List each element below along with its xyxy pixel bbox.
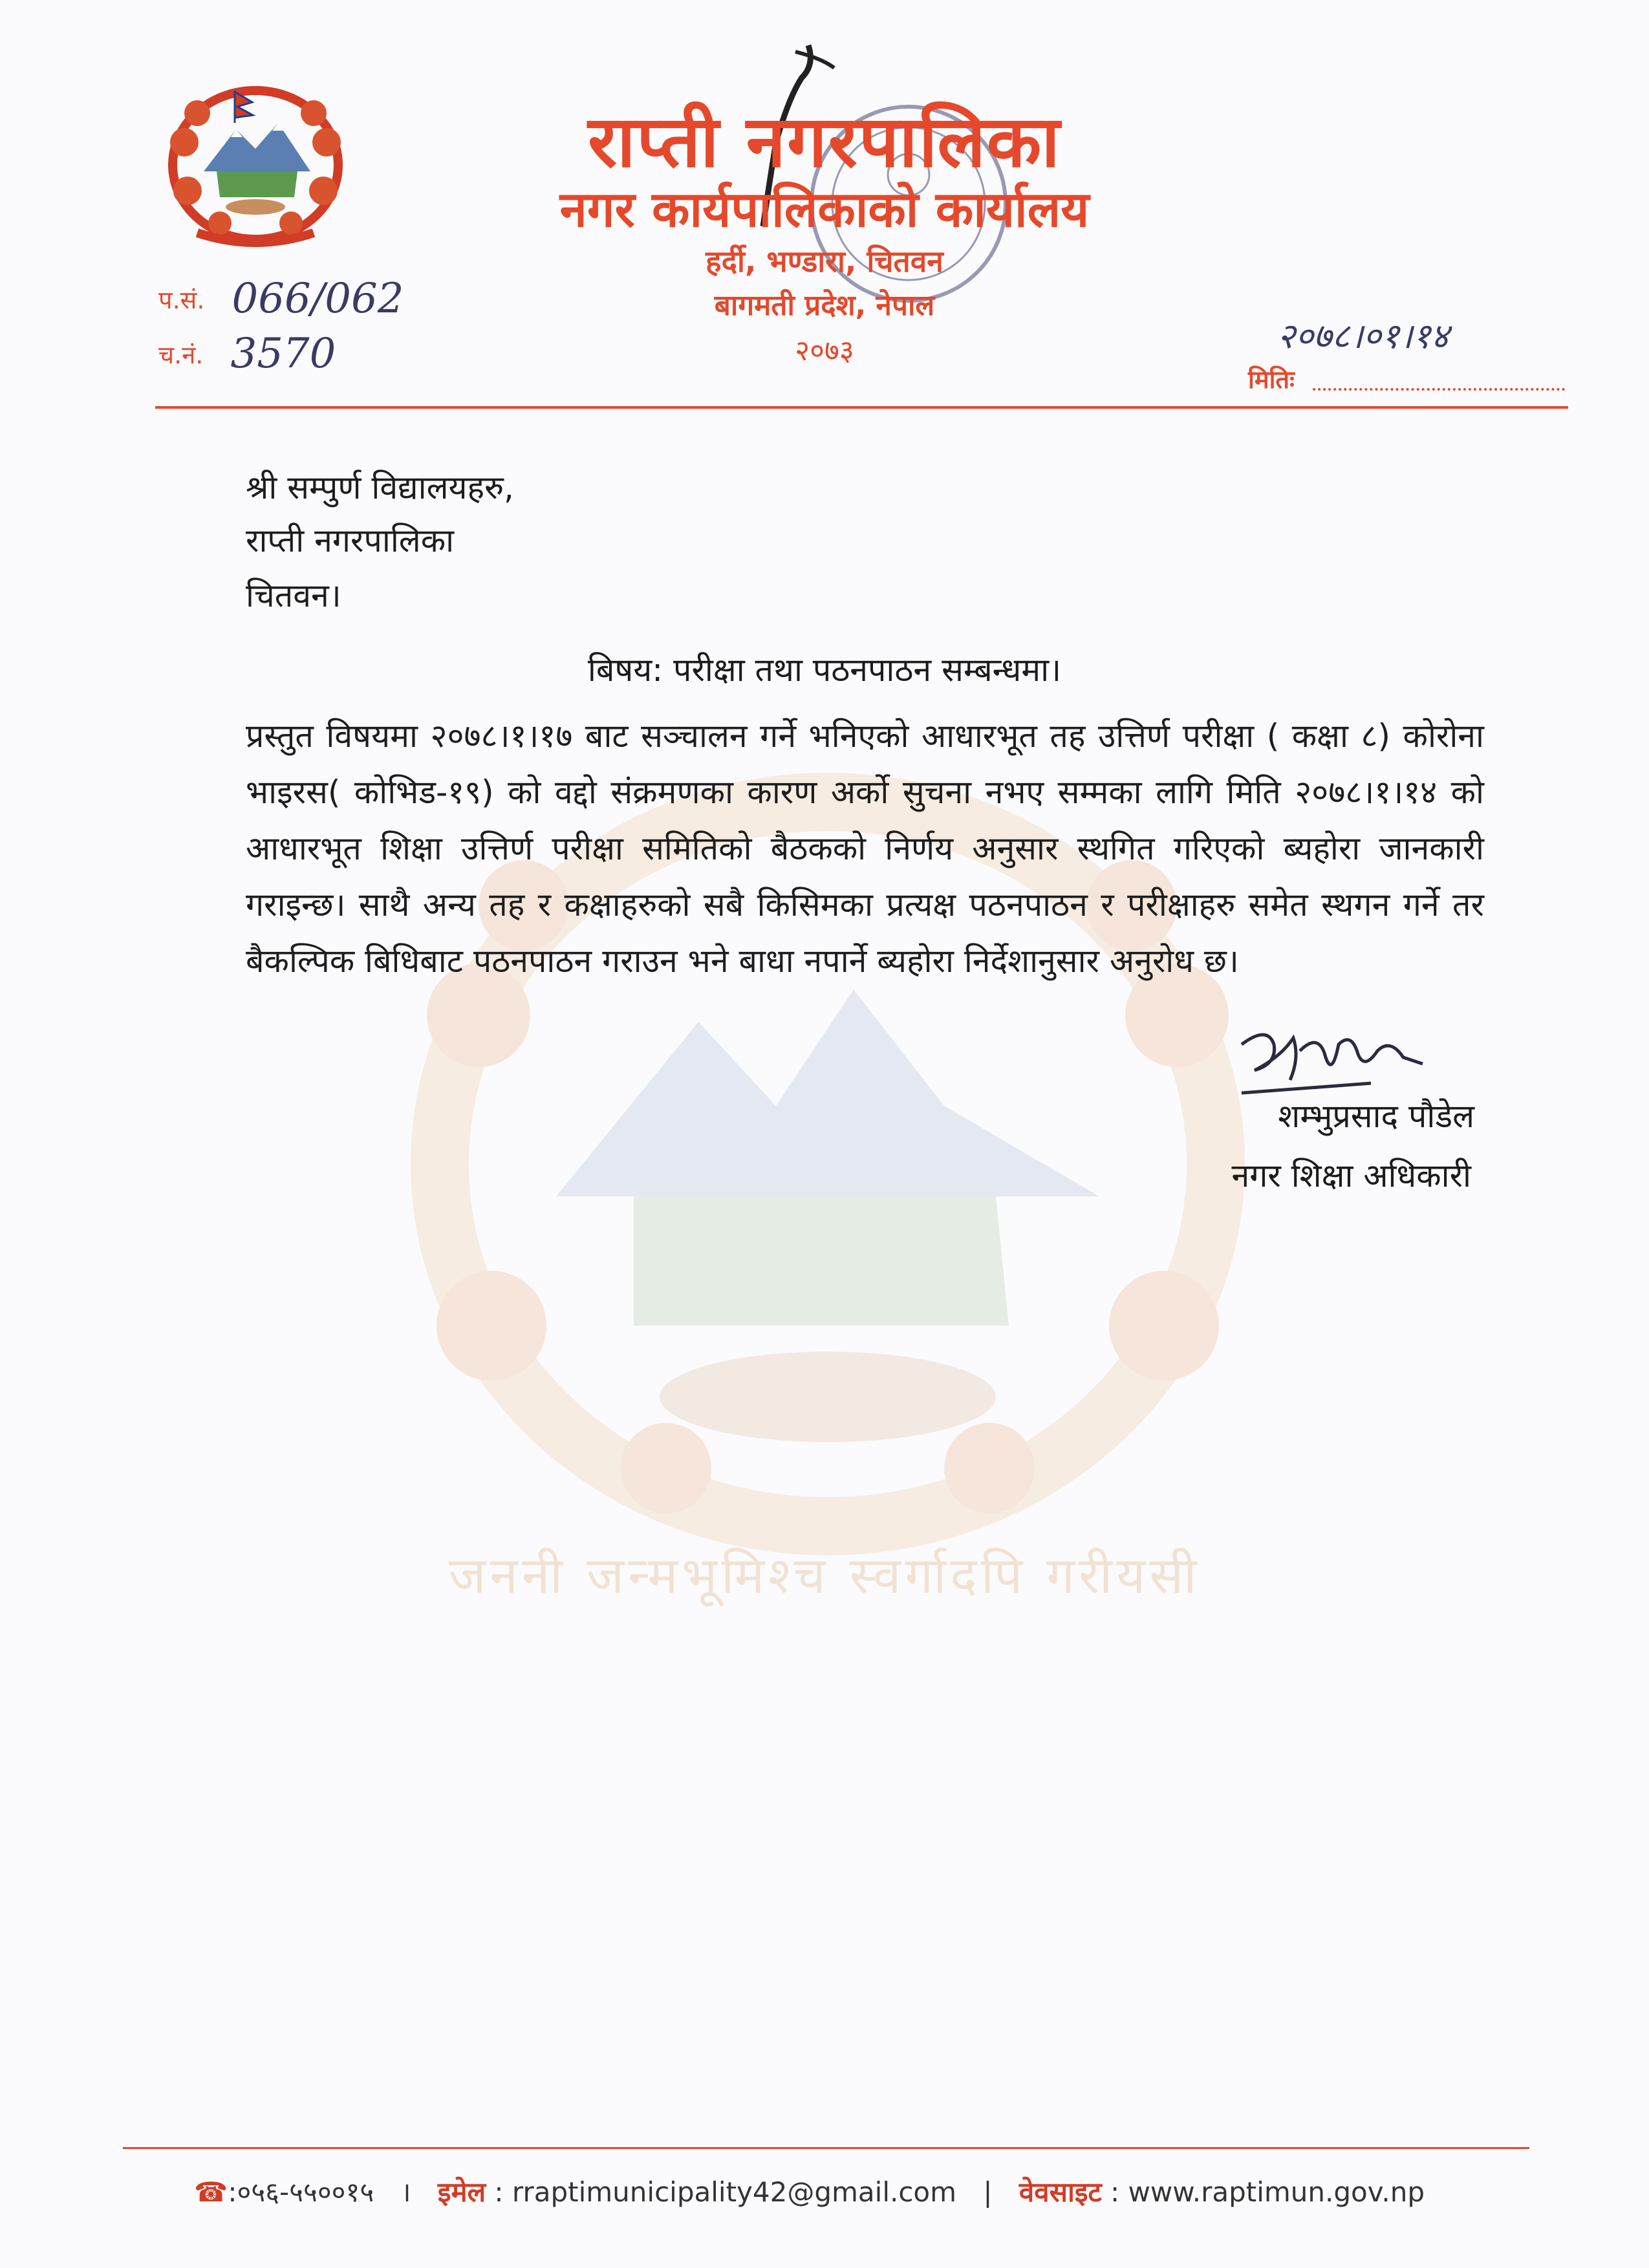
footer-email[interactable]: : rraptimunicipality42@gmail.com	[494, 2176, 957, 2208]
dispatch-value: 3570	[230, 330, 336, 378]
signatory-designation: नगर शिक्षा अधिकारी	[1231, 1157, 1471, 1194]
handwritten-signature	[1229, 1019, 1442, 1103]
letter-date: २०७८।०१।१४	[1277, 316, 1449, 356]
footer-divider	[123, 2147, 1529, 2149]
header-divider	[155, 406, 1568, 409]
telephone-icon: ☎	[194, 2176, 228, 2208]
office-subtitle: नगर कार्यपालिकाको कार्यालय	[559, 180, 1090, 238]
letter-body: प्रस्तुत विषयमा २०७८।१।१७ बाट सञ्चालन गर्ने भनिएको आधारभूत तह उत्तिर्ण परीक्षा ( कक्षा ८) कोरोना भाइरस( कोभिड-१९) को वद्दो संक्रमणका कारण अर्को सुचना नभए सम्मका लागि मिति २०७८।१।१४ को आधारभूत शिक्षा उत्तिर्ण परीक्षा समितिको बैठकको निर्णय अनुसार स्थगित गरिएको ब्यहोरा जानकारी गराइन्छ। साथै अन्य तह र कक्षाहरुको सबै किसिमका प्रत्यक्ष पठनपाठन र परीक्षाहरु समेत स्थगन गर्ने तर बैकल्पिक बिधिबाट पठनपाठन गराउन भने बाधा नपार्ने ब्यहोरा निर्देशानुसार अनुरोध छ।	[246, 717, 1484, 980]
reference-value: 066/062	[232, 275, 404, 323]
reference-label: प.सं.	[158, 286, 205, 314]
footer-website-label: वेवसाइट	[1018, 2176, 1102, 2208]
footer-website[interactable]: : www.raptimun.gov.np	[1110, 2176, 1425, 2208]
municipality-title: राप्ती नगरपालिका	[588, 100, 1061, 183]
dispatch-number	[158, 330, 336, 378]
watermark-motto: जननी जन्मभूमिश्च स्वर्गादपि गरीयसी	[448, 1547, 1201, 1605]
signatory-name: शम्भुप्रसाद पौडेल	[1278, 1097, 1474, 1135]
addressee-line1: श्री सम्पुर्ण विद्यालयहरु,	[246, 469, 514, 506]
date-label: मितिः	[1248, 365, 1295, 394]
date-dotted-line	[1313, 388, 1565, 391]
addressee-line2: राप्ती नगरपालिका	[246, 522, 455, 559]
office-address-line2: बागमती प्रदेश, नेपाल	[714, 289, 935, 322]
footer-separator: ।	[400, 2176, 411, 2208]
addressee-line3: चितवन।	[246, 577, 341, 614]
footer-phone: :०५६-५५००१५	[228, 2176, 374, 2208]
footer-contact	[194, 2173, 1425, 2210]
dispatch-label: च.नं.	[158, 341, 204, 369]
reference-number	[158, 275, 404, 323]
footer-email-label: इमेल	[437, 2176, 486, 2208]
letter-subject: बिषय: परीक्षा तथा पठनपाठन सम्बन्धमा।	[587, 651, 1062, 689]
established-year: २०७३	[795, 334, 854, 367]
office-address-line1: हर्दी, भण्डारा, चितवन	[706, 244, 943, 279]
footer-separator-2: |	[983, 2176, 993, 2208]
